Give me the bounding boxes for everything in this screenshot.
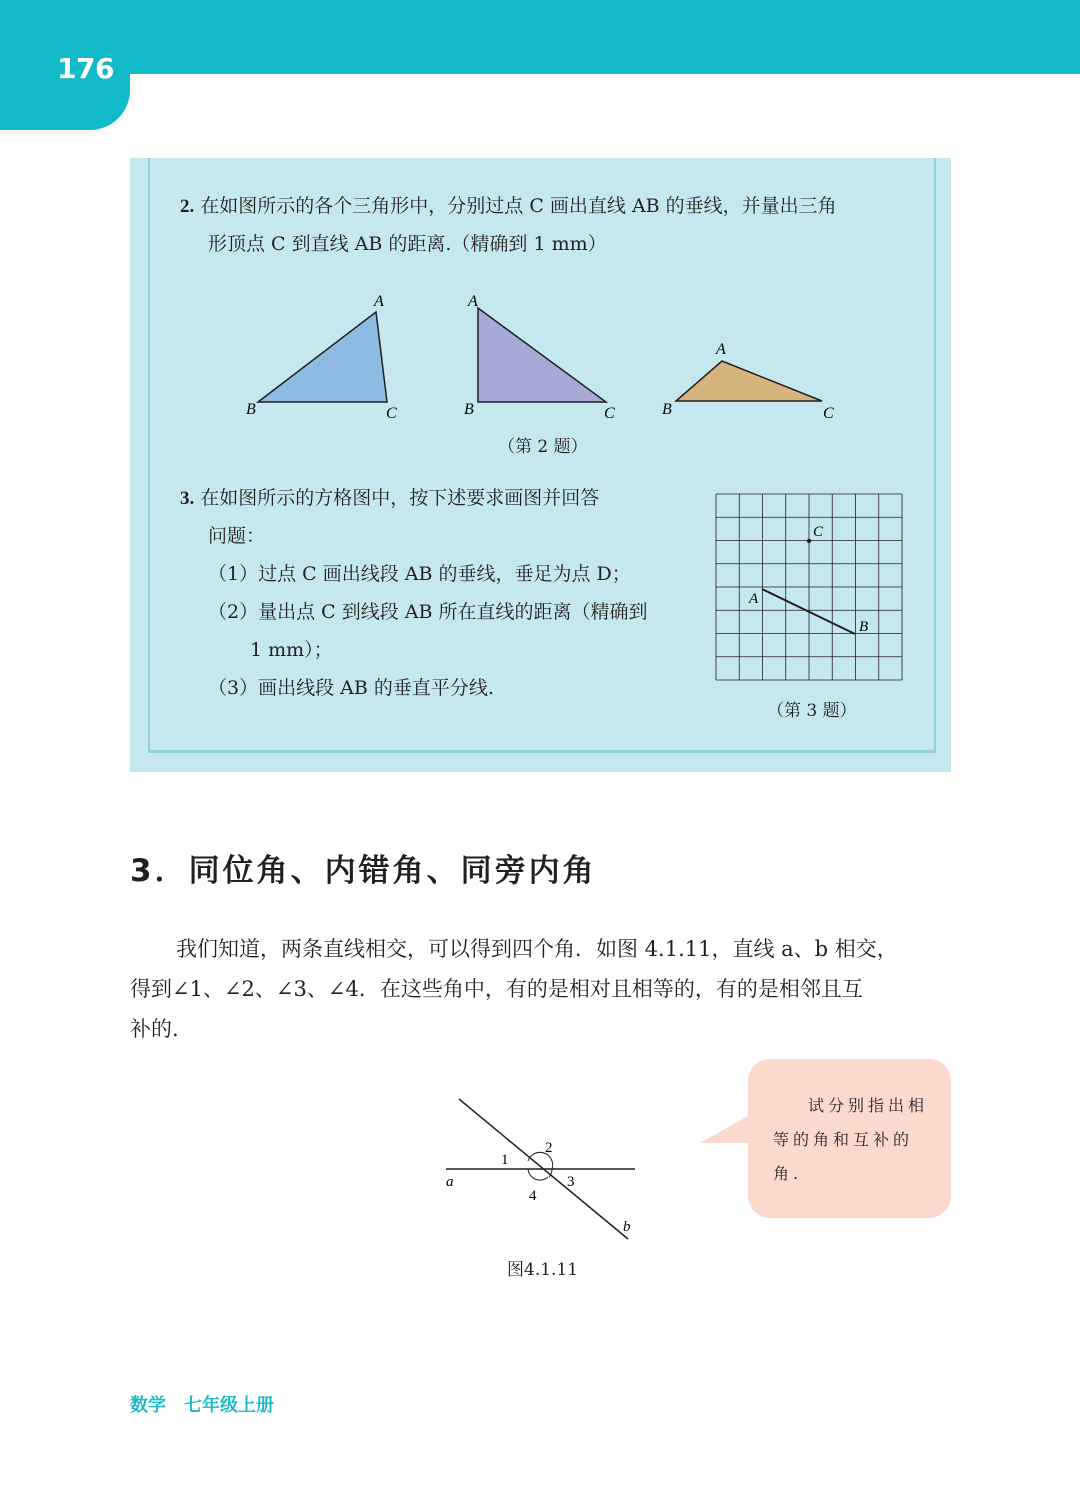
grid-label-c: C [813, 524, 824, 540]
figure-caption: 图4.1.11 [507, 1260, 579, 1280]
point-c [807, 539, 811, 543]
paragraph-line3: 补的. [130, 1017, 179, 1041]
triangle-2-label-a: A [468, 293, 478, 310]
grid-label-b: B [859, 619, 869, 635]
triangle-1-label-b: B [246, 401, 256, 418]
triangle-3-label-b: B [662, 401, 672, 418]
segment-ab [762, 589, 855, 634]
header-band [0, 0, 1080, 74]
bubble-line1: 试分别指出相 [808, 1096, 929, 1115]
angle-label-3: 3 [567, 1174, 575, 1190]
q3-item2-cont: 1 mm）； [250, 639, 333, 661]
triangle-2 [460, 290, 630, 425]
triangle-3 [660, 335, 850, 425]
footer-book-title: 数学 七年级上册 [130, 1395, 274, 1416]
triangle-2-shape [478, 308, 606, 402]
grid-lines [716, 494, 902, 680]
paragraph-line2: 得到∠1、∠2、∠3、∠4．在这些角中，有的是相对且相等的，有的是相邻且互 [130, 977, 863, 1001]
triangle-1-shape [258, 312, 387, 402]
q3-number: 3. [180, 488, 195, 509]
q3-item3: （3）画出线段 AB 的垂直平分线. [208, 677, 494, 699]
q3-caption: （第 3 题） [767, 701, 857, 721]
bubble-line3: 角. [773, 1164, 803, 1183]
line-label-b: b [623, 1219, 631, 1235]
triangle-1-label-a: A [374, 293, 384, 310]
grid-figure [715, 493, 905, 683]
angle-label-1: 1 [501, 1152, 509, 1168]
section-heading: 3．同位角、内错角、同旁内角 [130, 853, 597, 889]
triangle-1 [240, 290, 410, 425]
q2-line1 [180, 194, 837, 219]
q2-number: 2. [180, 196, 195, 217]
triangle-3-label-c: C [823, 405, 834, 422]
grid-label-a: A [749, 591, 759, 607]
q3-text-line1: 在如图所示的方格图中，按下述要求画图并回答 [200, 487, 600, 509]
triangle-1-label-c: C [386, 405, 397, 422]
angle-label-4: 4 [529, 1188, 537, 1204]
paragraph-line1: 我们知道，两条直线相交，可以得到四个角．如图 4.1.11，直线 a、b 相交， [176, 937, 898, 961]
triangle-2-label-b: B [464, 401, 474, 418]
page-number: 176 [57, 52, 114, 85]
q3-item1: （1）过点 C 画出线段 AB 的垂线，垂足为点 D； [208, 563, 631, 585]
line-label-a: a [446, 1174, 454, 1190]
q2-text-line1: 在如图所示的各个三角形中，分别过点 C 画出直线 AB 的垂线，并量出三角 [200, 195, 837, 217]
bubble-line2: 等的角和互补的 [773, 1130, 914, 1149]
triangle-3-label-a: A [716, 341, 726, 358]
q2-caption: （第 2 题） [498, 437, 588, 457]
intersecting-lines-figure [440, 1090, 645, 1250]
bubble-tail [700, 1115, 750, 1143]
q3-line1 [180, 486, 599, 511]
triangle-2-label-c: C [604, 405, 615, 422]
q2-text-line2: 形顶点 C 到直线 AB 的距离.（精确到 1 mm） [208, 233, 607, 255]
q3-text-line2: 问题： [208, 525, 266, 547]
angle-label-2: 2 [545, 1140, 553, 1156]
triangle-3-shape [676, 361, 822, 401]
q3-item2: （2）量出点 C 到线段 AB 所在直线的距离（精确到 [208, 601, 648, 623]
